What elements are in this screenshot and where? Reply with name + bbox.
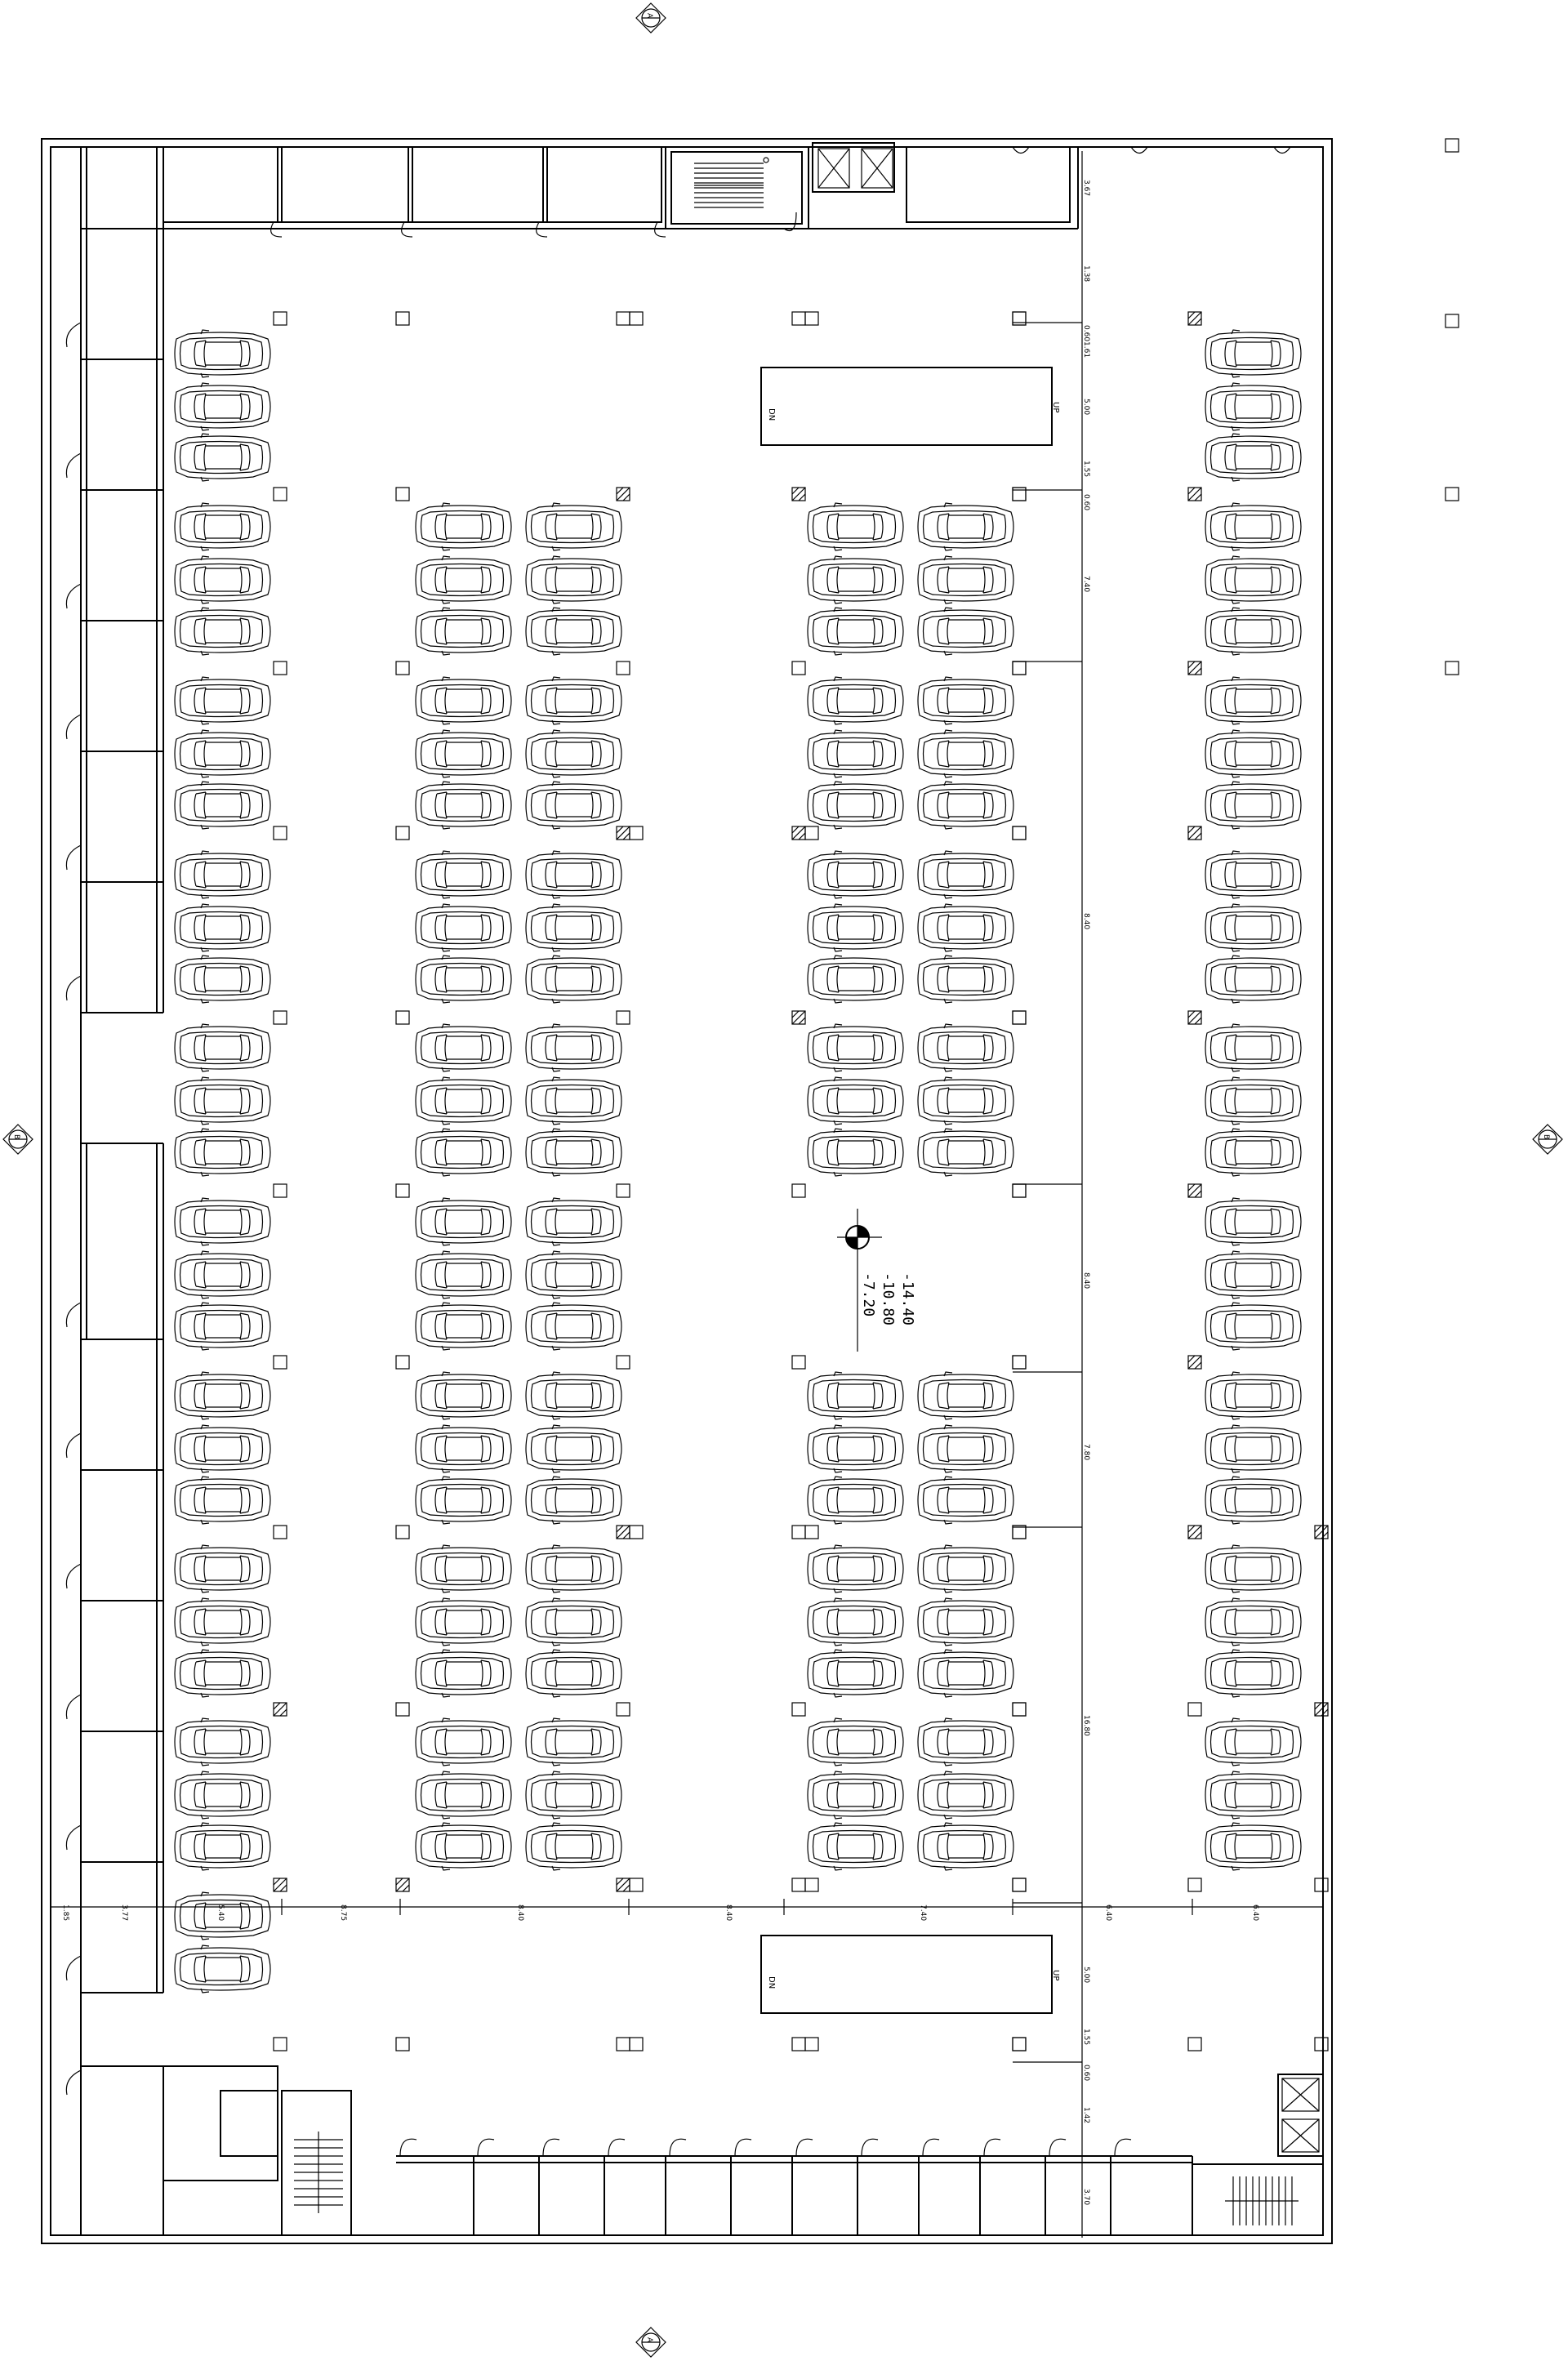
column-28 bbox=[617, 1356, 630, 1369]
section-marker-bottom bbox=[636, 2328, 666, 2357]
dim-right-7: 0.60 bbox=[1082, 494, 1090, 511]
parking-stall-50 bbox=[1205, 1545, 1301, 1593]
parking-stall-28 bbox=[175, 1945, 270, 1993]
parking-stall-72 bbox=[416, 956, 511, 1003]
bottom-rooms bbox=[163, 2066, 1323, 2235]
level-3: -14.40 bbox=[899, 1272, 916, 1326]
ramp-top-dn: DN bbox=[767, 408, 776, 421]
parking-stall-34 bbox=[1205, 608, 1301, 655]
column-40 bbox=[792, 1526, 805, 1539]
parking-stall-89 bbox=[526, 1425, 621, 1472]
grid-references bbox=[1446, 139, 1459, 675]
parking-stall-81 bbox=[526, 1198, 621, 1245]
parking-stall-83 bbox=[526, 1251, 621, 1299]
parking-stall-79 bbox=[526, 1129, 621, 1176]
parking-stall-145 bbox=[918, 1823, 1013, 1870]
parking-stall-71 bbox=[526, 904, 621, 951]
parking-stall-117 bbox=[918, 851, 1013, 898]
parking-stall-48 bbox=[1205, 1425, 1301, 1472]
ramp-bottom-dn: DN bbox=[767, 1976, 776, 1989]
dim-bottom-6: 8.40 bbox=[724, 1904, 733, 1922]
column-26 bbox=[617, 1011, 630, 1024]
column-83 bbox=[630, 826, 643, 840]
column-66 bbox=[1315, 1526, 1328, 1539]
column-23 bbox=[617, 488, 630, 501]
column-50 bbox=[1013, 1356, 1026, 1369]
parking-stall-9 bbox=[175, 851, 270, 898]
dim-right-5: 5.00 bbox=[1082, 399, 1090, 416]
dim-bottom-4: 8.75 bbox=[339, 1904, 347, 1922]
dim-right-15: 0.60 bbox=[1082, 2065, 1090, 2082]
parking-stall-115 bbox=[918, 782, 1013, 829]
column-57 bbox=[1188, 662, 1201, 675]
parking-stall-36 bbox=[1205, 730, 1301, 777]
parking-stall-111 bbox=[918, 677, 1013, 724]
parking-stall-140 bbox=[808, 1718, 903, 1766]
parking-stall-41 bbox=[1205, 1024, 1301, 1071]
dim-right-4: 1.61 bbox=[1082, 341, 1090, 359]
parking-stall-31 bbox=[1205, 434, 1301, 481]
parking-stall-25 bbox=[175, 1771, 270, 1819]
section-marker-top-label: A bbox=[645, 13, 653, 19]
parking-stall-52 bbox=[1205, 1650, 1301, 1697]
column-20 bbox=[396, 1878, 409, 1891]
parking-stall-95 bbox=[526, 1598, 621, 1646]
column-7 bbox=[274, 1526, 287, 1539]
column-75 bbox=[1013, 1184, 1026, 1197]
column-5 bbox=[274, 1184, 287, 1197]
parking-stall-61 bbox=[526, 608, 621, 655]
parking-stall-139 bbox=[918, 1650, 1013, 1697]
parking-stall-135 bbox=[918, 1545, 1013, 1593]
dim-bottom-9: 6.40 bbox=[1251, 1904, 1259, 1922]
parking-stall-39 bbox=[1205, 904, 1301, 951]
parking-stall-91 bbox=[526, 1477, 621, 1524]
parking-stall-102 bbox=[416, 1823, 511, 1870]
column-22 bbox=[617, 312, 630, 325]
column-29 bbox=[617, 1526, 630, 1539]
ramp-top bbox=[761, 368, 1060, 445]
dim-bottom-2: 3.77 bbox=[120, 1904, 128, 1922]
parking-stall-99 bbox=[526, 1718, 621, 1766]
parking-stall-137 bbox=[918, 1598, 1013, 1646]
parking-stall-76 bbox=[416, 1077, 511, 1125]
column-82 bbox=[805, 312, 818, 325]
column-84 bbox=[805, 826, 818, 840]
column-12 bbox=[396, 488, 409, 501]
parking-stall-109 bbox=[918, 608, 1013, 655]
parking-stall-35 bbox=[1205, 677, 1301, 724]
parking-stall-130 bbox=[808, 1425, 903, 1472]
parking-stall-106 bbox=[808, 556, 903, 604]
parking-stall-22 bbox=[175, 1598, 270, 1646]
parking-stall-93 bbox=[526, 1545, 621, 1593]
column-2 bbox=[274, 662, 287, 675]
parking-stall-65 bbox=[526, 730, 621, 777]
parking-stall-66 bbox=[416, 782, 511, 829]
parking-stall-141 bbox=[918, 1718, 1013, 1766]
parking-stall-84 bbox=[416, 1303, 511, 1350]
parking-stall-0 bbox=[175, 330, 270, 377]
parking-stall-4 bbox=[175, 556, 270, 604]
column-86 bbox=[805, 1526, 818, 1539]
section-marker-right bbox=[1533, 1125, 1562, 1154]
parking-stall-144 bbox=[808, 1823, 903, 1870]
column-67 bbox=[1315, 1703, 1328, 1716]
parking-stall-15 bbox=[175, 1198, 270, 1245]
parking-stall-49 bbox=[1205, 1477, 1301, 1524]
parking-stall-10 bbox=[175, 904, 270, 951]
parking-stall-59 bbox=[526, 556, 621, 604]
level-1: -7.20 bbox=[860, 1272, 877, 1317]
ramp-bottom bbox=[761, 1936, 1060, 2013]
parking-stall-123 bbox=[918, 1024, 1013, 1071]
column-38 bbox=[792, 1184, 805, 1197]
parking-stall-126 bbox=[808, 1129, 903, 1176]
column-3 bbox=[274, 826, 287, 840]
column-35 bbox=[792, 662, 805, 675]
dim-right-14: 1.55 bbox=[1082, 2029, 1090, 2046]
parking-stall-138 bbox=[808, 1650, 903, 1697]
parking-stall-18 bbox=[175, 1372, 270, 1419]
column-46 bbox=[1013, 662, 1026, 675]
parking-stall-136 bbox=[808, 1598, 903, 1646]
parking-stall-7 bbox=[175, 730, 270, 777]
parking-stall-21 bbox=[175, 1545, 270, 1593]
dim-right-3: 0.60 bbox=[1082, 325, 1090, 342]
parking-stall-62 bbox=[416, 677, 511, 724]
section-marker-left bbox=[3, 1125, 33, 1154]
parking-stall-67 bbox=[526, 782, 621, 829]
parking-stall-11 bbox=[175, 956, 270, 1003]
column-63 bbox=[1188, 1703, 1201, 1716]
parking-stall-104 bbox=[808, 503, 903, 550]
stair-bottom-right bbox=[1225, 2176, 1298, 2225]
column-56 bbox=[1188, 488, 1201, 501]
parking-stall-33 bbox=[1205, 556, 1301, 604]
stair-top bbox=[694, 158, 768, 207]
parking-stall-85 bbox=[526, 1303, 621, 1350]
dim-right-8: 7.40 bbox=[1082, 576, 1090, 593]
column-79 bbox=[1013, 1878, 1026, 1891]
parking-stall-113 bbox=[918, 730, 1013, 777]
parking-stall-101 bbox=[526, 1771, 621, 1819]
column-81 bbox=[630, 312, 643, 325]
parking-stall-44 bbox=[1205, 1198, 1301, 1245]
parking-stall-86 bbox=[416, 1372, 511, 1419]
parking-stall-20 bbox=[175, 1477, 270, 1524]
parking-stall-57 bbox=[526, 503, 621, 550]
column-15 bbox=[396, 1011, 409, 1024]
column-72 bbox=[1013, 662, 1026, 675]
dimension-line-right bbox=[1013, 151, 1090, 2238]
column-17 bbox=[396, 1356, 409, 1369]
column-27 bbox=[617, 1184, 630, 1197]
column-55 bbox=[1188, 312, 1201, 325]
dim-right-9: 8.40 bbox=[1082, 913, 1090, 930]
dim-right-13: 5.00 bbox=[1082, 1967, 1090, 1984]
parking-stall-98 bbox=[416, 1718, 511, 1766]
dim-right-16: 1.42 bbox=[1082, 2107, 1090, 2124]
parking-stall-42 bbox=[1205, 1077, 1301, 1125]
parking-stall-12 bbox=[175, 1024, 270, 1071]
parking-stall-97 bbox=[526, 1650, 621, 1697]
parking-stall-63 bbox=[526, 677, 621, 724]
column-73 bbox=[1013, 826, 1026, 840]
parking-stall-124 bbox=[808, 1077, 903, 1125]
parking-stall-75 bbox=[526, 1024, 621, 1071]
column-78 bbox=[1013, 1703, 1026, 1716]
section-marker-left-label: B bbox=[12, 1134, 20, 1140]
dim-bottom-7: 7.40 bbox=[919, 1904, 927, 1922]
parking-stall-46 bbox=[1205, 1303, 1301, 1350]
column-25 bbox=[617, 826, 630, 840]
column-6 bbox=[274, 1356, 287, 1369]
parking-stall-8 bbox=[175, 782, 270, 829]
column-34 bbox=[792, 488, 805, 501]
parking-stall-60 bbox=[416, 608, 511, 655]
parking-stall-73 bbox=[526, 956, 621, 1003]
column-90 bbox=[805, 2038, 818, 2051]
parking-stall-114 bbox=[808, 782, 903, 829]
column-24 bbox=[617, 662, 630, 675]
column-31 bbox=[617, 1878, 630, 1891]
section-marker-right-label: B bbox=[1542, 1134, 1550, 1140]
column-49 bbox=[1013, 1184, 1026, 1197]
parking-stall-119 bbox=[918, 904, 1013, 951]
parking-stall-40 bbox=[1205, 956, 1301, 1003]
parking-stall-134 bbox=[808, 1545, 903, 1593]
structural-columns bbox=[274, 312, 1328, 2051]
column-80 bbox=[1013, 2038, 1026, 2051]
parking-stall-127 bbox=[918, 1129, 1013, 1176]
parking-stall-19 bbox=[175, 1425, 270, 1472]
column-59 bbox=[1188, 1011, 1201, 1024]
parking-stall-118 bbox=[808, 904, 903, 951]
parking-stall-43 bbox=[1205, 1129, 1301, 1176]
parking-stall-132 bbox=[808, 1477, 903, 1524]
column-4 bbox=[274, 1011, 287, 1024]
parking-stall-94 bbox=[416, 1598, 511, 1646]
parking-stall-1 bbox=[175, 383, 270, 430]
parking-stall-54 bbox=[1205, 1771, 1301, 1819]
parking-stall-125 bbox=[918, 1077, 1013, 1125]
parking-stall-110 bbox=[808, 677, 903, 724]
parking-stall-38 bbox=[1205, 851, 1301, 898]
column-69 bbox=[1315, 2038, 1328, 2051]
column-0 bbox=[274, 312, 287, 325]
column-47 bbox=[1013, 826, 1026, 840]
parking-stall-128 bbox=[808, 1372, 903, 1419]
column-14 bbox=[396, 826, 409, 840]
parking-stall-142 bbox=[808, 1771, 903, 1819]
dim-bottom-1: 1.85 bbox=[61, 1904, 69, 1922]
parking-stall-108 bbox=[808, 608, 903, 655]
parking-stall-100 bbox=[416, 1771, 511, 1819]
parking-stall-82 bbox=[416, 1251, 511, 1299]
parking-stall-45 bbox=[1205, 1251, 1301, 1299]
parking-stall-5 bbox=[175, 608, 270, 655]
top-rooms bbox=[163, 143, 1290, 237]
column-68 bbox=[1315, 1878, 1328, 1891]
parking-stall-112 bbox=[808, 730, 903, 777]
parking-stall-105 bbox=[918, 503, 1013, 550]
section-marker-top bbox=[636, 3, 666, 33]
dim-right-17: 3.70 bbox=[1082, 2189, 1090, 2206]
parking-stall-37 bbox=[1205, 782, 1301, 829]
column-54 bbox=[1013, 2038, 1026, 2051]
level-2: -10.80 bbox=[880, 1272, 897, 1326]
parking-stall-70 bbox=[416, 904, 511, 951]
column-88 bbox=[805, 1878, 818, 1891]
column-32 bbox=[617, 2038, 630, 2051]
parking-stall-143 bbox=[918, 1771, 1013, 1819]
column-53 bbox=[1013, 1878, 1026, 1891]
column-58 bbox=[1188, 826, 1201, 840]
ramp-bottom-up: UP bbox=[1051, 1970, 1060, 1981]
column-64 bbox=[1188, 1878, 1201, 1891]
stair-bottom-left bbox=[294, 2132, 343, 2213]
column-41 bbox=[792, 1703, 805, 1716]
left-rooms bbox=[66, 147, 163, 2235]
column-87 bbox=[630, 1878, 643, 1891]
parking-stall-58 bbox=[416, 556, 511, 604]
parking-stall-3 bbox=[175, 503, 270, 550]
column-13 bbox=[396, 662, 409, 675]
dim-right-1: 3.67 bbox=[1082, 180, 1090, 197]
parking-stall-107 bbox=[918, 556, 1013, 604]
parking-stall-92 bbox=[416, 1545, 511, 1593]
dim-bottom-5: 8.40 bbox=[516, 1904, 524, 1922]
section-marker-bottom-label: A bbox=[645, 2337, 653, 2343]
parking-stall-23 bbox=[175, 1650, 270, 1697]
parking-stall-2 bbox=[175, 434, 270, 481]
parking-stall-14 bbox=[175, 1129, 270, 1176]
column-61 bbox=[1188, 1356, 1201, 1369]
parking-stall-129 bbox=[918, 1372, 1013, 1419]
column-10 bbox=[274, 2038, 287, 2051]
column-9 bbox=[274, 1878, 287, 1891]
parking-stall-29 bbox=[1205, 330, 1301, 377]
parking-stall-121 bbox=[918, 956, 1013, 1003]
column-42 bbox=[792, 1878, 805, 1891]
parking-stall-80 bbox=[416, 1198, 511, 1245]
parking-stall-87 bbox=[526, 1372, 621, 1419]
parking-stall-116 bbox=[808, 851, 903, 898]
column-89 bbox=[630, 2038, 643, 2051]
parking-stall-30 bbox=[1205, 383, 1301, 430]
parking-stall-78 bbox=[416, 1129, 511, 1176]
parking-stall-103 bbox=[526, 1823, 621, 1870]
parking-stall-47 bbox=[1205, 1372, 1301, 1419]
dim-right-10: 8.40 bbox=[1082, 1272, 1090, 1290]
column-8 bbox=[274, 1703, 287, 1716]
column-19 bbox=[396, 1703, 409, 1716]
parking-stall-32 bbox=[1205, 503, 1301, 550]
dim-right-12: 16.80 bbox=[1082, 1715, 1090, 1736]
column-37 bbox=[792, 1011, 805, 1024]
column-85 bbox=[630, 1526, 643, 1539]
column-1 bbox=[274, 488, 287, 501]
column-60 bbox=[1188, 1184, 1201, 1197]
parking-stall-68 bbox=[416, 851, 511, 898]
parking-stall-17 bbox=[175, 1303, 270, 1350]
parking-stall-24 bbox=[175, 1718, 270, 1766]
column-74 bbox=[1013, 1011, 1026, 1024]
parking-stall-77 bbox=[526, 1077, 621, 1125]
parking-stall-51 bbox=[1205, 1598, 1301, 1646]
column-21 bbox=[396, 2038, 409, 2051]
parking-stall-56 bbox=[416, 503, 511, 550]
dim-right-6: 1.55 bbox=[1082, 461, 1090, 478]
column-76 bbox=[1013, 1356, 1026, 1369]
column-62 bbox=[1188, 1526, 1201, 1539]
column-52 bbox=[1013, 1703, 1026, 1716]
dim-right-11: 7.80 bbox=[1082, 1444, 1090, 1461]
parking-stall-26 bbox=[175, 1823, 270, 1870]
column-48 bbox=[1013, 1011, 1026, 1024]
parking-stall-55 bbox=[1205, 1823, 1301, 1870]
dim-bottom-8: 6.40 bbox=[1104, 1904, 1112, 1922]
parking-stall-88 bbox=[416, 1425, 511, 1472]
parking-stall-131 bbox=[918, 1425, 1013, 1472]
level-marker bbox=[837, 1209, 916, 1352]
parking-stall-133 bbox=[918, 1477, 1013, 1524]
parking-stall-120 bbox=[808, 956, 903, 1003]
parking-stall-13 bbox=[175, 1077, 270, 1125]
parking-stall-69 bbox=[526, 851, 621, 898]
ramp-top-up: UP bbox=[1051, 402, 1060, 413]
parking-stall-74 bbox=[416, 1024, 511, 1071]
parking-stall-96 bbox=[416, 1650, 511, 1697]
column-18 bbox=[396, 1526, 409, 1539]
dim-right-2: 1.38 bbox=[1082, 265, 1090, 283]
column-16 bbox=[396, 1184, 409, 1197]
column-43 bbox=[792, 2038, 805, 2051]
column-11 bbox=[396, 312, 409, 325]
parking-stall-16 bbox=[175, 1251, 270, 1299]
column-39 bbox=[792, 1356, 805, 1369]
column-36 bbox=[792, 826, 805, 840]
column-30 bbox=[617, 1703, 630, 1716]
parking-stall-122 bbox=[808, 1024, 903, 1071]
parking-stalls bbox=[175, 330, 1301, 1993]
column-33 bbox=[792, 312, 805, 325]
parking-stall-90 bbox=[416, 1477, 511, 1524]
column-65 bbox=[1188, 2038, 1201, 2051]
parking-stall-64 bbox=[416, 730, 511, 777]
parking-stall-53 bbox=[1205, 1718, 1301, 1766]
dim-bottom-3: 5.40 bbox=[216, 1904, 225, 1922]
parking-stall-6 bbox=[175, 677, 270, 724]
